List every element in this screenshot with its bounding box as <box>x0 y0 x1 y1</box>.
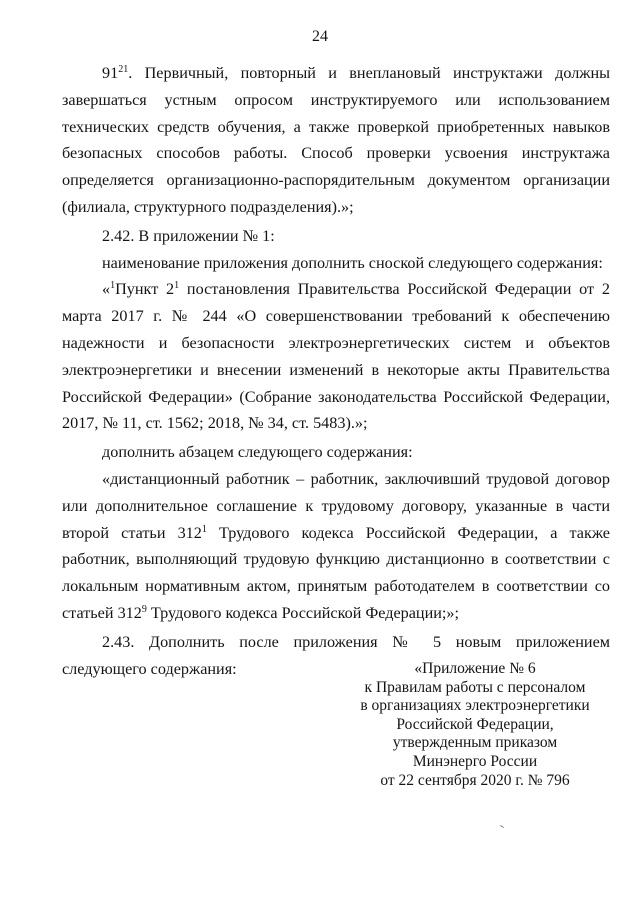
superscript: 21 <box>118 64 129 75</box>
paragraph-text: Трудового кодекса Российской Федерации, а также работник, выполняющий трудовую функцию дистанционно в соответствии с локальным нормативным актом, принятым работодателем в соответствии со статьей 312 <box>62 523 610 622</box>
paragraph-text: Трудового кодекса Российской Федерации;»; <box>146 603 459 622</box>
paragraph-remote-worker <box>62 466 610 627</box>
paragraph-appendix-1-name: наименование приложения дополнить сноской следующего содержания: <box>102 253 603 272</box>
paragraph-number: 91 <box>102 64 119 82</box>
paragraph-footnote <box>62 276 610 437</box>
superscript: 9 <box>141 603 147 615</box>
document-body <box>62 60 610 682</box>
scan-speck <box>500 825 504 828</box>
appendix-header <box>350 660 600 790</box>
appendix-line: утвержденным приказом <box>392 734 558 752</box>
superscript: 1 <box>174 280 180 292</box>
superscript: 1 <box>201 523 207 535</box>
paragraph-text: «дистанционный работник – работник, заключивший трудовой договор или дополнительное соглашение к трудовому договору, указанные в части второй статьи 312 <box>62 469 610 542</box>
page-number: 24 <box>312 28 328 45</box>
appendix-line: от 22 сентября 2020 г. № 796 <box>380 771 570 789</box>
paragraph-add-abzac: дополнить абзацем следующего содержания: <box>102 443 413 462</box>
appendix-line: «Приложение № 6 <box>414 660 536 677</box>
paragraph-91-21 <box>62 60 610 221</box>
quote-mark: « <box>102 280 111 299</box>
paragraph-text: Пункт 2 <box>115 280 175 299</box>
appendix-line: в организациях электроэнергетики <box>360 697 590 715</box>
appendix-line: Российской Федерации, <box>396 715 554 733</box>
paragraph-2-43: 2.43. Дополнить после приложения № 5 новым приложением следующего содержания: <box>62 632 610 678</box>
paragraph-text: . Первичный, повторный и внеплановый инструктажи должны завершаться устным опросом инструктируемого или использованием технических средств обучения, а также проверкой приобретенных навыков безопасных способов работы. Способ проверки усвоения инструктажа определяется организационно-распорядительным документом организации (филиала, структурного подразделения).»; <box>62 64 610 216</box>
appendix-line: Минэнерго России <box>412 752 538 770</box>
superscript: 1 <box>110 280 116 292</box>
paragraph-2-42: 2.42. В приложении № 1: <box>102 226 275 245</box>
paragraph-text: постановления Правительства Российской Федерации от 2 марта 2017 г. № 244 «О совершенствовании требований к обеспечению надежности и безопасности электроэнергетических систем и объектов электроэнергетики и внесении изменений в некоторые акты Правительства Российской Федерации» (Собрание законодательства Российской Федерации, 2017, № 11, ст. 1562; 2018, № 34, ст. 5483).»; <box>62 280 610 433</box>
appendix-line: к Правилам работы с персоналом <box>364 678 586 696</box>
